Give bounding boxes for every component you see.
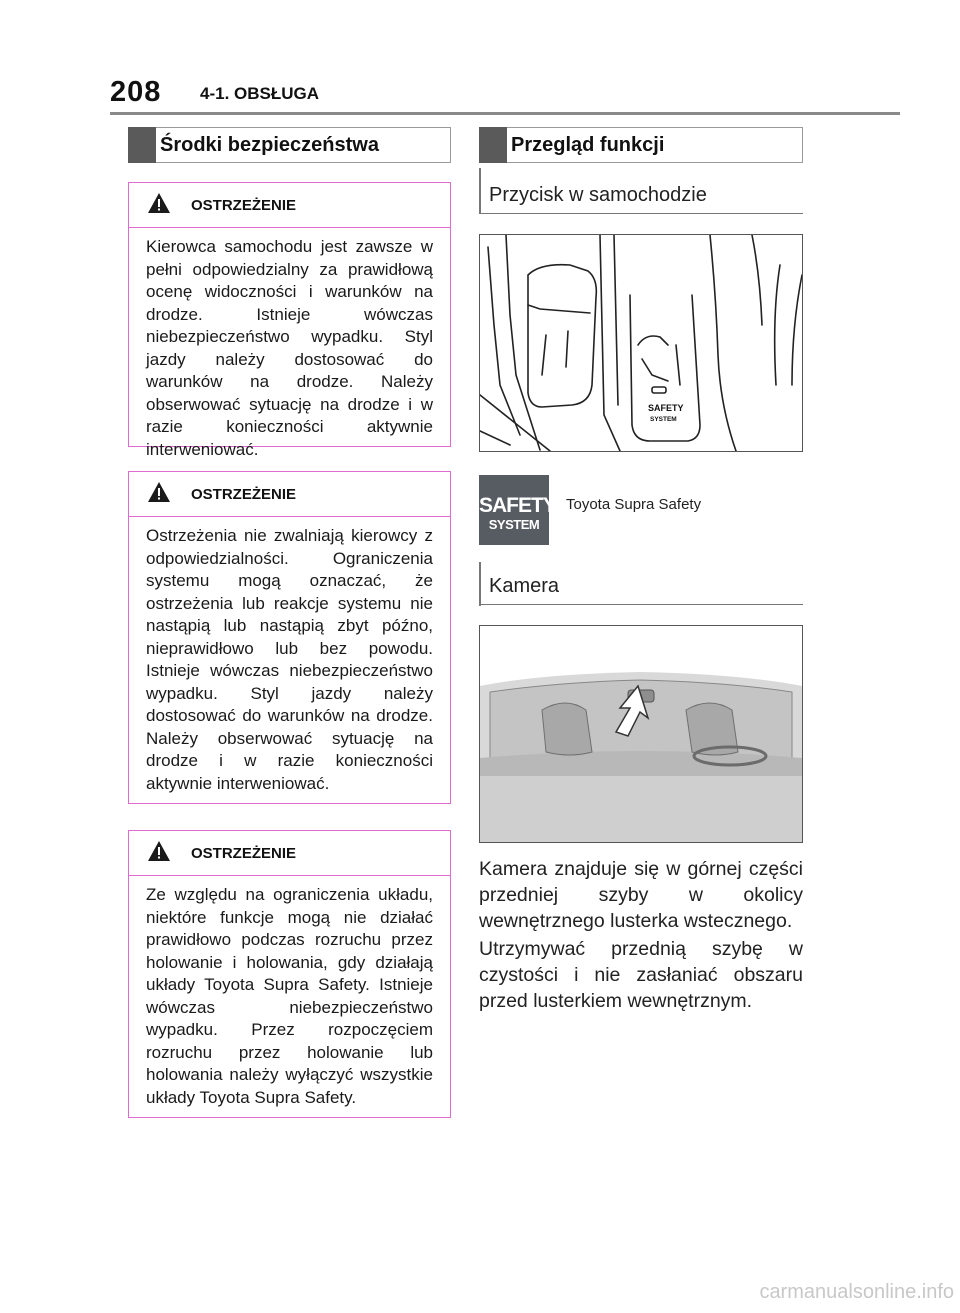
- button-illustration: [479, 234, 803, 452]
- warning-triangle-icon: [147, 840, 171, 862]
- subheading-marker: [479, 168, 481, 214]
- header-divider: [110, 112, 900, 115]
- camera-subheading: Kamera: [489, 575, 560, 597]
- safety-measures-heading-text: Środki bezpieczeństwa: [160, 134, 379, 156]
- warning-header: [129, 472, 450, 517]
- console-button-label-1: SAFETY: [648, 403, 684, 413]
- warning-title: OSTRZEŻENIE: [191, 197, 297, 214]
- page-number: 208: [110, 76, 162, 108]
- subheading-marker: [479, 562, 481, 606]
- warning-text: Kierowca samochodu jest zawsze w pełni odpowiedzialny za prawidłową ocenę widoczności i warunków na drodze. Istnieje wówczas niebezpieczeństwo wypadku. Styl jazdy należy dostosować do warunków na drodze. Należy obserwować sytuację na drodze i w razie konieczności aktywnie interweniować.: [146, 237, 433, 459]
- warning-box-1: [128, 182, 451, 459]
- warning-title: OSTRZEŻENIE: [191, 845, 297, 862]
- subheading-rule: [479, 213, 803, 214]
- warning-box-2: [128, 471, 451, 804]
- warning-box-3: [128, 830, 451, 1118]
- function-overview-heading: [479, 127, 803, 163]
- badge-line-2: SYSTEM: [488, 517, 540, 532]
- function-overview-heading-text: Przegląd funkcji: [511, 134, 665, 156]
- heading-bar: [128, 127, 156, 163]
- heading-bar: [479, 127, 507, 163]
- warning-header: [129, 831, 450, 876]
- warning-title: OSTRZEŻENIE: [191, 486, 297, 503]
- camera-illustration: [479, 625, 803, 843]
- warning-text: Ze względu na ograniczenia układu, niektóre funkcje mogą nie działać prawidłowo podczas rozruchu przez holowanie i holowania, gdy działają układy Toyota Supra Safety. Istnieje wówczas niebezpieczeństwo wypadku. Przez rozpoczęciem rozruchu przez holowanie lub holowania należy wyłączyć wszystkie układy Toyota Supra Safety.: [146, 885, 433, 1107]
- safety-system-badge-icon: [479, 475, 556, 545]
- badge-line-1: SAFETY: [479, 494, 556, 517]
- subheading-rule: [479, 604, 803, 605]
- badge-caption: Toyota Supra Safety: [566, 496, 702, 513]
- section-title: 4-1. OBSŁUGA: [200, 84, 320, 103]
- button-subheading: Przycisk w samochodzie: [489, 184, 707, 206]
- warning-triangle-icon: [147, 481, 171, 503]
- watermark: carmanualsonline.info: [759, 1281, 954, 1303]
- warning-triangle-icon: [147, 192, 171, 214]
- camera-description-2: Utrzymywać przednią szybę w czystości i nie zasłaniać obszaru przed lusterkiem wewnętrznym.: [479, 938, 803, 1012]
- center-console-drawing: [480, 235, 802, 451]
- camera-description-1: Kamera znajduje się w górnej części przedniej szyby w okolicy wewnętrznego lusterka wstecznego.: [479, 858, 803, 932]
- car-interior-drawing: [480, 626, 802, 842]
- safety-measures-heading: [128, 127, 451, 163]
- warning-text: Ostrzeżenia nie zwalniają kierowcy z odpowiedzialności. Ograniczenia systemu mogą oznaczać, że ostrzeżenia lub reakcje systemu nie nastąpią lub nastąpią zbyt późno, nieprawidłowo lub bez powodu. Istnieje wówczas niebezpieczeństwo wypadku. Styl jazdy należy dostosować do warunków na drodze. Należy obserwować sytuację na drodze i w razie konieczności aktywnie interweniować.: [146, 526, 433, 793]
- warning-header: [129, 183, 450, 228]
- console-button-label-2: SYSTEM: [650, 416, 677, 423]
